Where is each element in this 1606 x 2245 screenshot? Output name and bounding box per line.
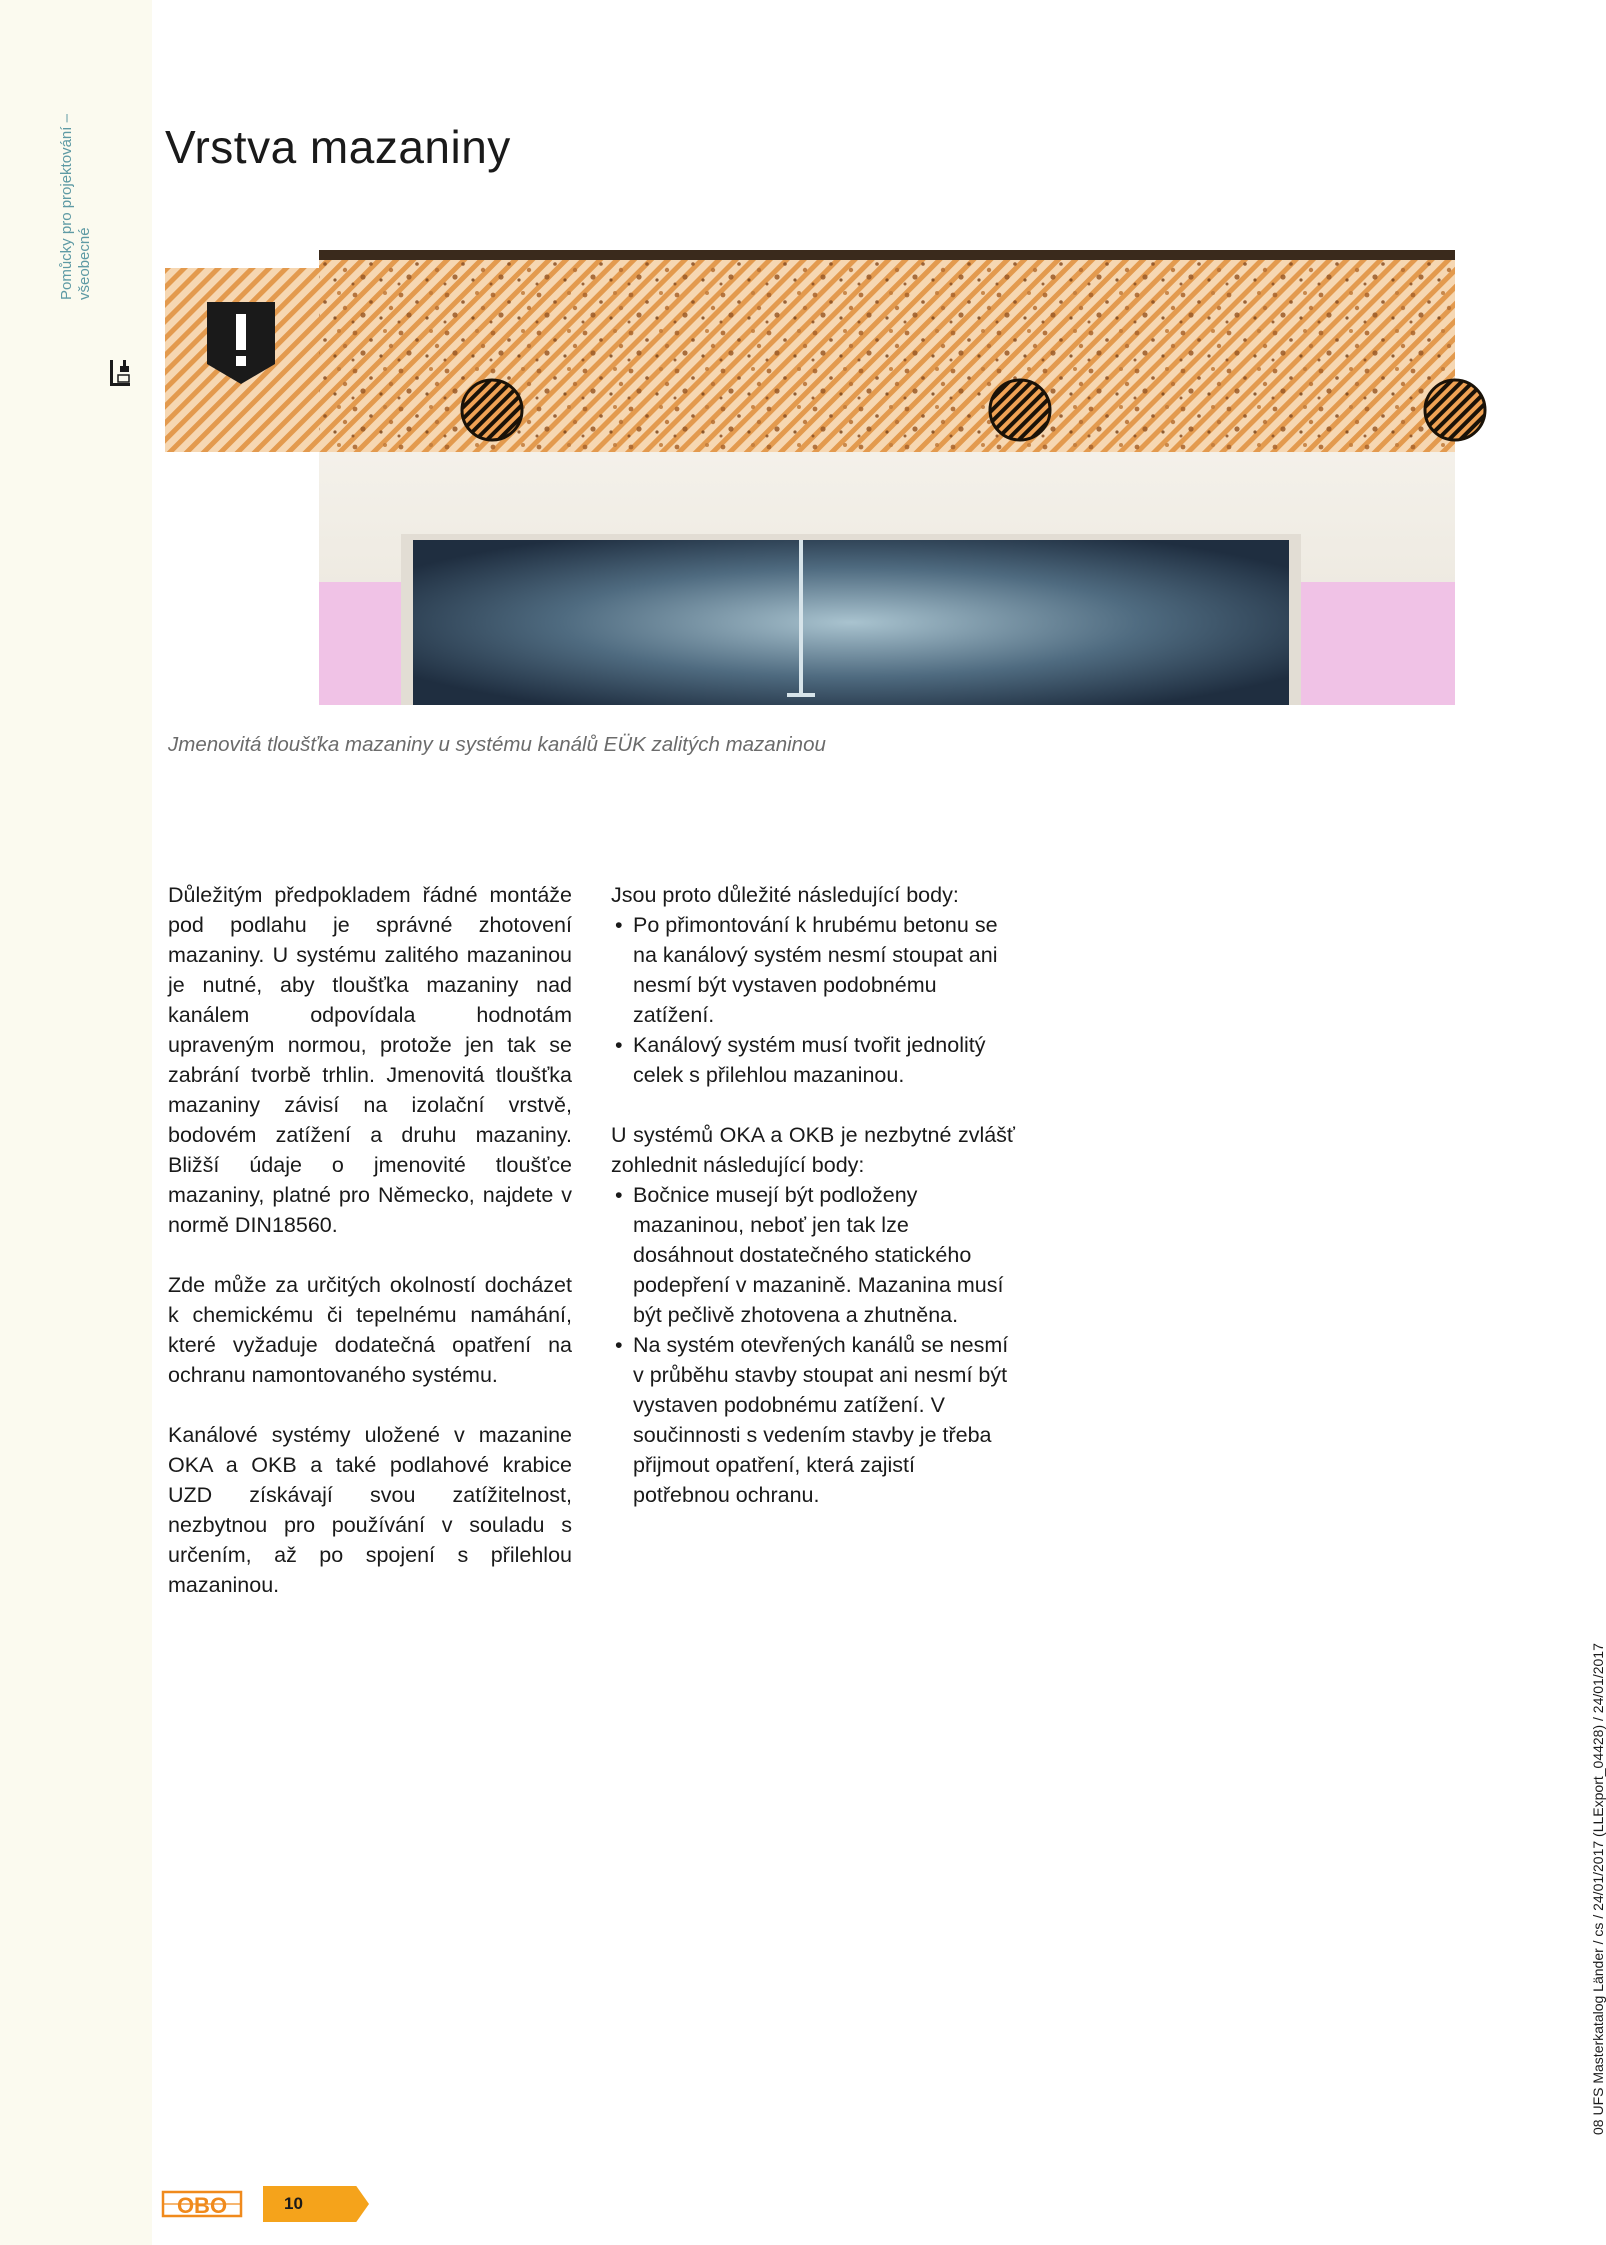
- list-item: • Kanálový systém musí tvořit jednolitý celek s přilehlou mazaninou.: [611, 1030, 1015, 1090]
- section-label: [58, 114, 94, 300]
- section-label-line1: Pomůcky pro projektování –: [58, 114, 75, 300]
- figure-caption: Jmenovitá tloušťka mazaniny u systému kanálů EÜK zalitých mazaninou: [168, 733, 826, 756]
- obo-logo: [162, 2190, 242, 2218]
- section-label-line2: všeobecné: [76, 227, 93, 300]
- paragraph: Zde může za určitých okolností docházet k chemickému či tepelnému namáhání, které vyžaduje dodatečná opatření na ochranu namontovaného systému.: [168, 1273, 572, 1387]
- list-item: • Na systém otevřených kanálů se nesmí v průběhu stavby stoupat ani nesmí být vystaven podobnému zatížení. V součinnosti s vedením stavby je třeba přijmout opatření, která zajistí potřebnou ochranu.: [611, 1330, 1015, 1510]
- screed-layer-figure: [165, 250, 1455, 705]
- warning-icon: [205, 300, 277, 386]
- left-margin-strip: [0, 0, 152, 2245]
- page-number: 10: [284, 2194, 303, 2213]
- text-column-left: [168, 880, 572, 1630]
- document-code: 08 UFS Masterkatalog Länder / cs / 24/01/2017 (LLExport_04428) / 24/01/2017: [1590, 1643, 1606, 2135]
- bullet-list: [611, 1180, 1015, 1510]
- list-item: • Po přimontování k hrubému betonu se na kanálový systém nesmí stoupat ani nesmí být vystaven podobnému zatížení.: [611, 910, 1015, 1030]
- list-item: • Bočnice musejí být podloženy mazaninou, neboť jen tak lze dosáhnout dostatečného statického podepření v mazanině. Mazanina musí být pečlivě zhotovena a zhutněna.: [611, 1180, 1015, 1330]
- paragraph: U systémů OKA a OKB je nezbytné zvlášť zohlednit následující body:: [611, 1123, 1015, 1177]
- page-number-tab: [263, 2186, 369, 2222]
- paragraph: Jsou proto důležité následující body:: [611, 883, 959, 907]
- paragraph: Kanálové systémy uložené v mazanine OKA a OKB a také podlahové krabice UZD získávají svou zatížitelnost, nezbytnou pro používání v souladu s určením, až po spojení s přilehlou mazaninou.: [168, 1423, 572, 1597]
- bullet-list: [611, 910, 1015, 1090]
- logo-text: OBO: [176, 2193, 228, 2218]
- tool-icon: [106, 358, 132, 388]
- paragraph: Důležitým předpokladem řádné montáže pod podlahu je správné zhotovení mazaniny. U systému zalitého mazaninou je nutné, aby tloušťka mazaniny nad kanálem odpovídala hodnotám upraveným normou, protože jen tak se zabrání tvorbě trhlin. Jmenovitá tloušťka mazaniny závisí na izolační vrstvě, bodovém zatížení a druhu mazaniny. Bližší údaje o jmenovité tloušťce mazaniny, platné pro Německo, najdete v normě DIN18560.: [168, 883, 572, 1237]
- text-column-right: [611, 880, 1015, 1540]
- page-title: Vrstva mazaniny: [165, 121, 511, 173]
